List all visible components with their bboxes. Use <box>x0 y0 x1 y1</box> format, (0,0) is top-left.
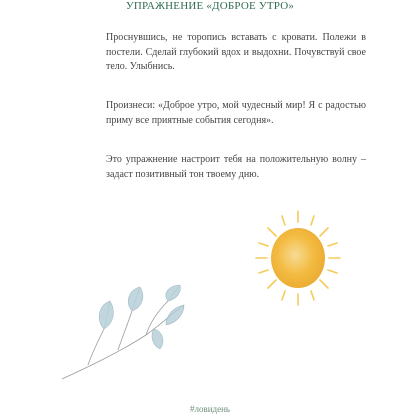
sun-core <box>271 228 325 288</box>
paragraph-effect: Это упражнение настроит тебя на положительную волну – задаст позитивный тон твоему дню. <box>106 154 366 180</box>
footer-hashtag: #ловидень <box>189 404 231 414</box>
paragraph-wake-up: Проснувшись, не торопись вставать с кровати. Полежи в постели. Сделай глубокий вдох и выдохни. Почувствуй свое тело. Улыбнись. <box>106 32 366 72</box>
paragraph-affirmation: Произнеси: «Доброе утро, мой чудесный мир! Я с радостью приму все приятные события сегодня». <box>106 100 366 126</box>
sun-illustration <box>253 208 343 308</box>
leaf-branch-illustration <box>58 283 193 393</box>
page-title: УПРАЖНЕНИЕ «ДОБРОЕ УТРО» <box>125 0 295 12</box>
